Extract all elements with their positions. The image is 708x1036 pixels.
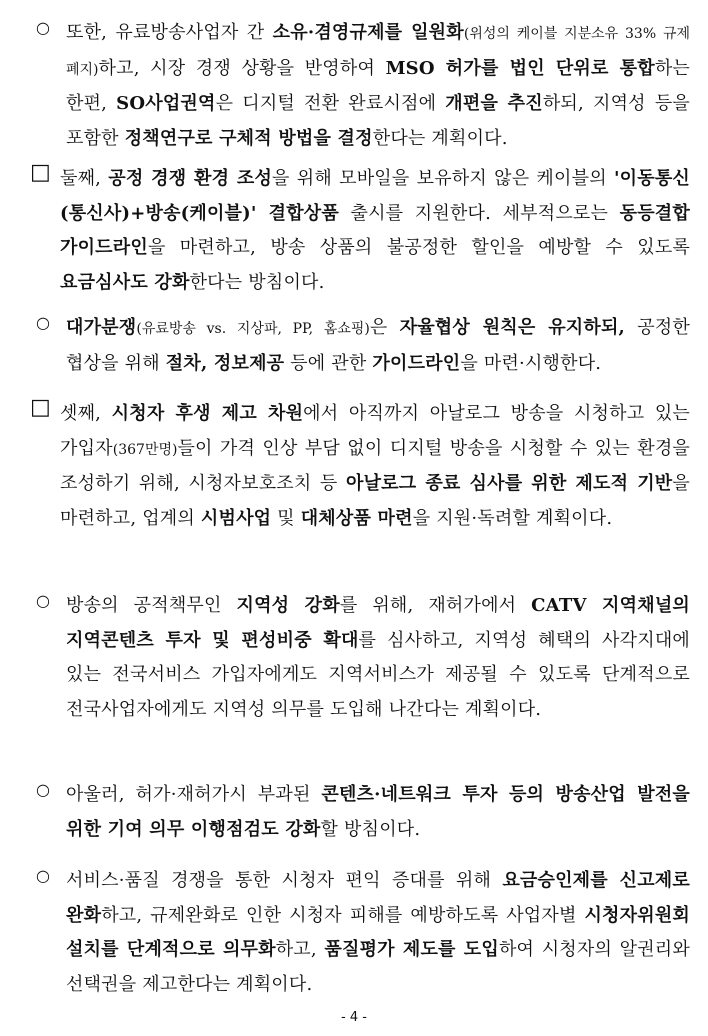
body-text: 들이 가격 인상 부담 없이 디지털 방송을 시청할 수 있는 환경을 조성하기 위해, 시청자보호조치 등 [60,437,690,494]
emphasis-text: 지역성 강화 [236,595,340,616]
body-text: 은 [369,317,400,338]
paragraph-regionality [36,589,690,727]
body-text: 하고, [275,939,325,960]
body-text: 아울러, 허가·재허가시 부과된 [66,784,322,805]
emphasis-text: 품질평가 제도를 도입 [324,939,499,960]
paragraph-text [66,589,690,727]
paragraph-text [66,864,690,1002]
body-text: 를 심사하고, 지역성 혜택의 사각지대에 있는 전국서비스 가입자에게도 지역서비스가 제공될 수 있도록 단계적으로 전국사업자에게도 지역성 의무를 도입해 나간다는 계획이다. [66,629,690,720]
parenthetical-note: (367만명) [112,441,178,458]
paragraph-contribution-obligation [36,778,690,847]
body-text: 을 위해 모바일을 보유하지 않은 케이블의 [272,168,614,189]
body-text: 할 방침이다. [320,818,421,840]
circle-bullet-icon: ○ [36,866,50,885]
square-bullet-icon: □ [30,395,51,420]
emphasis-text: 절차, 정보제공 [165,352,285,374]
body-text: 은 디지털 전환 완료시점에 [215,93,446,114]
emphasis-text: 시청자위원회 설치를 단계적으로 의무화 [66,904,690,960]
circle-bullet-icon: ○ [36,780,50,799]
emphasis-text: 공정 경쟁 환경 조성 [108,168,273,189]
emphasis-text: SO사업권역 [116,93,216,114]
body-text: 에서 아직까지 아날로그 방송을 시청하고 있는 가입자 [60,403,690,459]
paragraph-rate-deregulation [36,864,690,1002]
body-text: 하는 한편, [66,57,690,114]
body-text: 한다는 방침이다. [189,271,325,293]
paragraph-viewer-welfare [30,397,690,536]
paragraph-text [66,16,690,156]
paragraph-ownership-regulation [36,16,690,156]
circle-bullet-icon: ○ [36,313,50,332]
emphasis-text: 가이드라인 [372,352,461,374]
emphasis-text: 요금승인제를 신고제로 완화 [66,870,690,926]
circle-bullet-icon: ○ [36,18,50,37]
emphasis-text: '이동통신(통신사)+방송(케이블)' 결합상품 [60,168,690,224]
body-text: 을 마련·시행한다. [460,352,602,374]
paragraph-text [60,397,690,536]
square-bullet-icon: □ [30,160,51,185]
body-text: 을 마련하고, 방송 상품의 불공정한 할인을 예방할 수 있도록 [147,237,690,258]
body-text: 하고, 규제완화로 인한 시청자 피해를 예방하도록 사업자별 [101,904,585,926]
body-text: 공정한 협상을 위해 [66,317,690,374]
emphasis-text: 개편을 추진 [445,93,543,114]
body-text: 을 지원·독려할 계획이다. [412,507,613,529]
emphasis-text: 시범사업 [200,507,272,529]
body-text: 을 마련하고, 업계의 [60,473,690,529]
parenthetical-note: (위성의 케이블 지분소유 33% 규제 폐지) [66,26,690,78]
body-text: 및 [271,507,301,529]
body-text: 서비스·품질 경쟁을 통한 시청자 편익 증대를 위해 [66,870,503,891]
body-text: 또한, 유료방송사업자 간 [66,22,273,43]
body-text: 하되, 지역성 등을 포함한 [66,93,690,149]
emphasis-text: 아날로그 종료 심사를 위한 제도적 기반 [345,473,673,494]
emphasis-text: 대체상품 마련 [300,507,413,529]
paragraph-fair-competition [30,162,690,300]
emphasis-text: 자율협상 원칙은 유지하되, [399,317,626,338]
paragraph-text [60,162,690,300]
emphasis-text: 동등결합 가이드라인 [60,202,690,258]
body-text: 하고, 시장 경쟁 상황을 반영하여 [98,57,386,79]
emphasis-text: 콘텐츠·네트워크 투자 등의 방송산업 발전을 위한 기여 의무 이행점검도 강화 [66,784,690,840]
emphasis-text: 시청자 후생 제고 차원 [111,403,304,424]
emphasis-text: CATV 지역채널의 지역콘텐츠 투자 및 편성비중 확대 [66,595,690,651]
parenthetical-note: (유료방송 vs. 지상파, PP, 홈쇼핑) [136,321,370,337]
circle-bullet-icon: ○ [36,591,50,610]
body-text: 등에 관한 [284,352,373,374]
emphasis-text: 대가분쟁 [66,317,137,338]
body-text: 셋째, [60,403,112,424]
body-text: 방송의 공적책무인 [66,595,237,616]
body-text: 출시를 지원한다. 세부적으로는 [338,202,620,224]
paragraph-price-disputes [36,311,690,381]
page-number: - 4 - [341,1010,367,1025]
emphasis-text: 요금심사도 강화 [60,271,190,293]
body-text: 를 위해, 재허가에서 [339,595,532,616]
paragraph-text [66,778,690,847]
body-text: 하여 시청자의 알권리와 선택권을 제고한다는 계획이다. [66,939,690,995]
emphasis-text: MSO 허가를 법인 단위로 통합 [385,57,655,79]
paragraph-text [66,311,690,381]
body-text: 둘째, [60,168,109,189]
body-text: 한다는 계획이다. [372,127,508,149]
emphasis-text: 정책연구로 구체적 방법을 결정 [124,127,373,149]
emphasis-text: 소유·겸영규제를 일원화 [272,22,464,43]
